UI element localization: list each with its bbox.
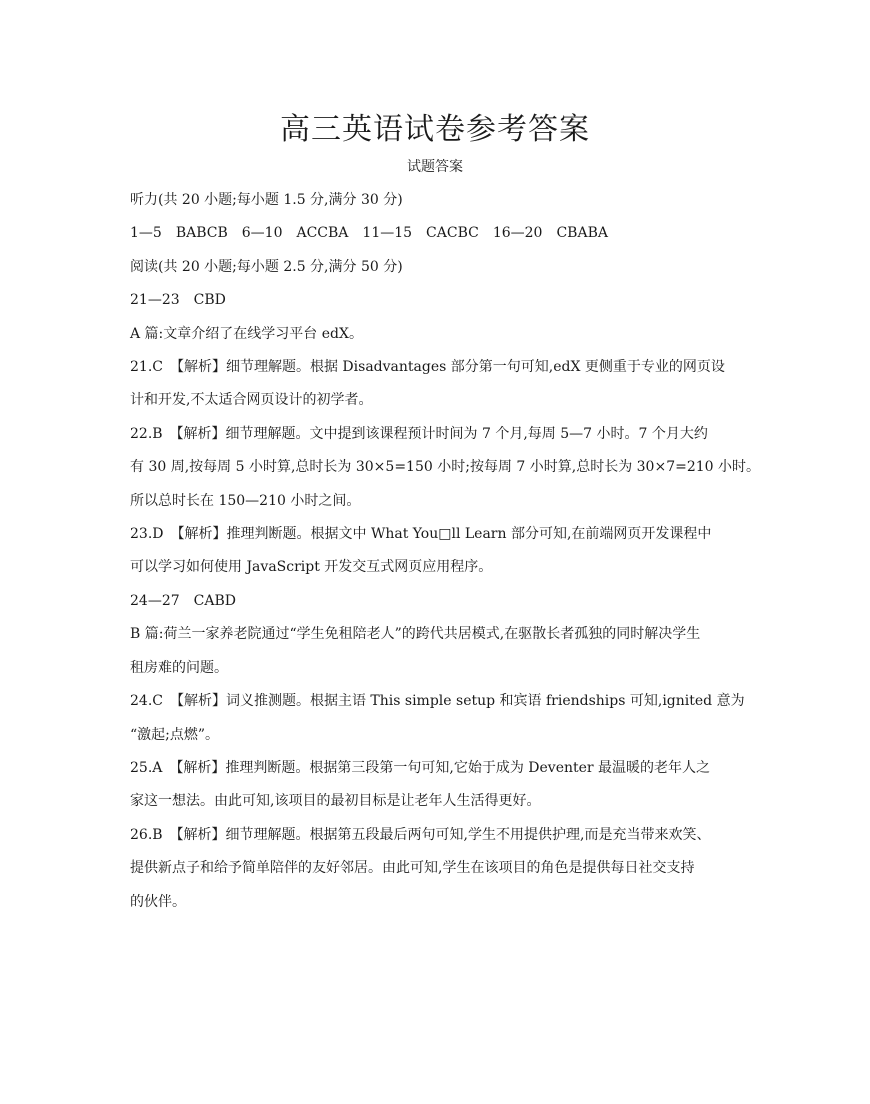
answer-22-explanation-cont: 有 30 周,按每周 5 小时算,总时长为 30×5=150 小时;按每周 7 小时算,总时长为 30×7=210 小时。 bbox=[130, 459, 761, 476]
answer-group-21-23: 21—23 CBD bbox=[130, 292, 226, 309]
answer-26-explanation-cont: 提供新点子和给予简单陪伴的友好邻居。由此可知,学生在该项目的角色是提供每日社交支持 bbox=[130, 860, 695, 877]
passage-b-summary: B 篇:荷兰一家养老院通过“学生免租陪老人”的跨代共居模式,在驱散长者孤独的同时解决学生 bbox=[130, 626, 701, 643]
answer-24-explanation: 24.C 【解析】词义推测题。根据主语 This simple setup 和宾语 friendships 可知,ignited 意为 bbox=[130, 693, 745, 710]
page-title: 高三英语试卷参考答案 bbox=[280, 112, 590, 147]
answer-25-explanation-cont: 家这一想法。由此可知,该项目的最初目标是让老年人生活得更好。 bbox=[130, 793, 541, 810]
passage-a-summary: A 篇:文章介绍了在线学习平台 edX。 bbox=[130, 325, 363, 342]
passage-b-summary-cont: 租房难的问题。 bbox=[130, 659, 228, 676]
answer-22-explanation: 22.B 【解析】细节理解题。文中提到该课程预计时间为 7 个月,每周 5—7 小时。7 个月大约 bbox=[130, 425, 708, 442]
answer-21-explanation-cont: 计和开发,不太适合网页设计的初学者。 bbox=[130, 392, 373, 409]
listening-answers: 1—5 BABCB 6—10 ACCBA 11—15 CACBC 16—20 CBABA bbox=[130, 225, 608, 242]
answer-content bbox=[130, 184, 761, 919]
answer-26-explanation-end: 的伙伴。 bbox=[130, 893, 186, 910]
page-subtitle: 试题答案 bbox=[407, 159, 463, 175]
answer-25-explanation: 25.A 【解析】推理判断题。根据第三段第一句可知,它始于成为 Deventer 最温暖的老年人之 bbox=[130, 759, 711, 776]
answer-26-explanation: 26.B 【解析】细节理解题。根据第五段最后两句可知,学生不用提供护理,而是充当带来欢笑、 bbox=[130, 826, 711, 843]
section-heading-reading: 阅读(共 20 小题;每小题 2.5 分,满分 50 分) bbox=[130, 258, 403, 275]
section-heading-listening: 听力(共 20 小题;每小题 1.5 分,满分 30 分) bbox=[130, 192, 403, 208]
answer-23-explanation: 23.D 【解析】推理判断题。根据文中 What You□ll Learn 部分可知,在前端网页开发课程中 bbox=[130, 526, 712, 543]
answer-24-explanation-cont: “激起;点燃”。 bbox=[130, 726, 220, 743]
answer-23-explanation-cont: 可以学习如何使用 JavaScript 开发交互式网页应用程序。 bbox=[130, 559, 493, 576]
answer-22-explanation-end: 所以总时长在 150—210 小时之间。 bbox=[130, 492, 361, 509]
answer-21-explanation: 21.C 【解析】细节理解题。根据 Disadvantages 部分第一句可知,edX 更侧重于专业的网页设 bbox=[130, 359, 725, 376]
answer-group-24-27: 24—27 CABD bbox=[130, 592, 236, 609]
